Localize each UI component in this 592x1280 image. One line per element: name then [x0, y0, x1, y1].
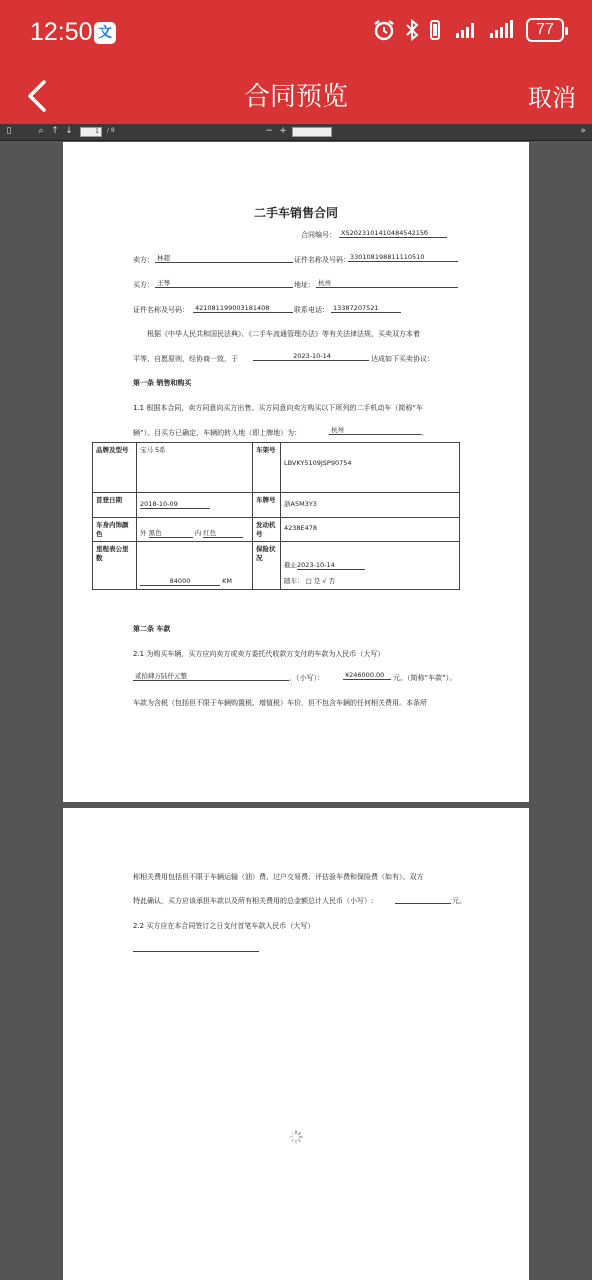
translate-app-icon: 文: [94, 22, 116, 44]
next-page-icon[interactable]: ↓: [65, 126, 73, 136]
no-label: 否: [328, 577, 336, 585]
cancel-button[interactable]: 取消: [528, 84, 576, 112]
article-2-line-1: 2.1 为购买车辆，买方应向卖方或卖方委托代收款方支付的车款为人民币（大写）: [133, 650, 385, 658]
buyer-id-label: 证件名称及号码：: [133, 306, 189, 314]
insurance-cell: [281, 542, 460, 590]
pdf-toolbar: [0, 124, 592, 141]
vehicle-info-table: [92, 442, 460, 590]
article-2-title: 第二条 车款: [133, 625, 171, 633]
seller-value: 林超: [155, 253, 293, 263]
signal-1-icon: [450, 20, 480, 40]
color-out-prefix: 外: [140, 529, 147, 537]
bluetooth-icon: [404, 18, 420, 42]
vin-label: 车架号: [253, 443, 281, 493]
color-cell: [137, 518, 253, 542]
page2-line-3: 2.2 买方应在本合同签订之日支付首笔车款人民币（大写）: [133, 922, 315, 930]
zoom-in-icon[interactable]: +: [279, 126, 287, 136]
article-1-title: 第一条 销售和购买: [133, 379, 192, 387]
color-in-prefix: 内: [194, 529, 202, 537]
article-2-end: 元。（简称“车款”）。: [393, 674, 457, 682]
article-2-line-3: 车款为含税（包括但不限于车辆购置税、增值税）车价，但不包含车辆的任何相关费用。本条所: [133, 699, 427, 707]
app-header: [0, 68, 592, 124]
article-1-city: 杭州: [329, 425, 421, 435]
buyer-value: 王琴: [155, 278, 293, 288]
page-count: / 8: [107, 127, 115, 134]
brand-value: 宝马 5系: [137, 443, 253, 493]
mileage-unit: KM: [222, 577, 232, 585]
mileage-cell: [137, 542, 253, 590]
mileage-value: 84000: [140, 577, 220, 586]
plate-value: 浙A5M3Y3: [281, 493, 460, 518]
intro-line-1: 根据《中华人民共和国民法典》、《二手车流通管理办法》等有关法律法规，买卖双方本着: [147, 330, 420, 338]
color-label: 车身内饰颜色: [93, 518, 137, 542]
signal-2-icon: [488, 20, 518, 40]
insurance-label: 保险状况: [253, 542, 281, 590]
amount-uppercase: 贰拾肆万陆仟元整: [133, 671, 289, 681]
reg-date-value: 2018-10-09: [140, 500, 210, 509]
contract-title: 二手车销售合同: [253, 206, 338, 220]
seller-label: 卖方：: [133, 256, 154, 264]
contract-no-label: 合同编号：: [301, 231, 336, 239]
phone-value: 13387207521: [331, 304, 401, 313]
buyer-id-value: 421081199003181408: [193, 304, 293, 313]
page2-line-2: 特此确认，买方应该承担车款以及所有相关费用的总金额总计人民币（小写）:: [133, 897, 374, 905]
address-value: 杭州: [316, 278, 458, 288]
intro-line-2b: 达成如下买卖协议：: [371, 355, 434, 363]
phone-label: 联系电话：: [294, 306, 329, 314]
brand-label: 品牌及型号: [93, 443, 137, 493]
search-icon[interactable]: ⌕: [38, 126, 44, 136]
pdf-page-1: [63, 142, 529, 802]
page-title: 合同预览: [243, 82, 348, 112]
status-time: 12:50: [30, 18, 93, 46]
yes-label: 是: [313, 577, 321, 585]
mileage-label: 里程表公里数: [93, 542, 137, 590]
page2-line-2-end: 元。: [452, 897, 466, 905]
status-icons: [372, 18, 564, 42]
checkbox-icon: □: [305, 577, 312, 585]
article-2-mid: ，（小写）：: [289, 674, 324, 682]
amount-lowercase: ¥246000.00: [343, 671, 391, 680]
plate-label: 车牌号: [253, 493, 281, 518]
zoom-select[interactable]: [292, 127, 332, 137]
seller-id-value: 330108198811110510: [348, 253, 458, 262]
engine-value: 4238E478: [281, 518, 460, 542]
loading-spinner-icon: [289, 1130, 303, 1144]
pdf-page-2: [63, 808, 529, 1280]
first-payment-blank: [133, 942, 259, 952]
checkmark-icon: √: [322, 577, 327, 585]
buyer-label: 买方：: [133, 281, 154, 289]
reg-date-label: 首登日期: [93, 493, 137, 518]
contract-no-value: XS202310141048454215б: [339, 229, 447, 238]
intro-date: 2023-10-14: [253, 352, 369, 361]
status-bar: [0, 0, 592, 68]
seller-id-label: 证件名称及号码：: [294, 256, 350, 264]
color-in-value: 红色: [203, 528, 243, 538]
more-tools-icon[interactable]: »: [580, 126, 586, 136]
article-1-line-1: 1.1 根据本合同，卖方同意向买方出售、买方同意向卖方购买以下所列的二手机动车（简称“车: [133, 404, 423, 412]
vibrate-icon: [428, 18, 442, 42]
reg-date-cell: [137, 493, 253, 518]
battery-indicator: 77: [526, 18, 564, 42]
article-1-line-2b: 。: [421, 429, 428, 437]
intro-line-2a: 平等、自愿原则，经协商一致，于: [133, 355, 238, 363]
vin-value: LBVKY5109JSP90754: [281, 443, 460, 493]
address-label: 地址：: [294, 281, 315, 289]
insurance-until-prefix: 截止: [284, 561, 297, 569]
sidebar-toggle-icon[interactable]: ▯: [6, 126, 12, 136]
insurance-until-value: 2023-10-14: [297, 561, 365, 570]
total-amount-blank: [395, 894, 451, 904]
engine-label: 发动机号: [253, 518, 281, 542]
with-car-label: 随车：: [284, 577, 304, 585]
previous-page-icon[interactable]: ↑: [51, 126, 59, 136]
zoom-out-icon[interactable]: −: [265, 126, 273, 136]
alarm-icon: [372, 18, 396, 42]
page2-line-1: 称相关费用包括但不限于车辆运输（油）费、过户交易费、评估验车费和保险费（如有）。双方: [133, 873, 424, 881]
article-1-line-2a: 辆”）。目买方已确定，车辆的转入地（即上牌地）为：: [133, 429, 302, 437]
color-out-value: 黑色: [149, 528, 193, 538]
page-number-input[interactable]: 1: [80, 127, 102, 137]
